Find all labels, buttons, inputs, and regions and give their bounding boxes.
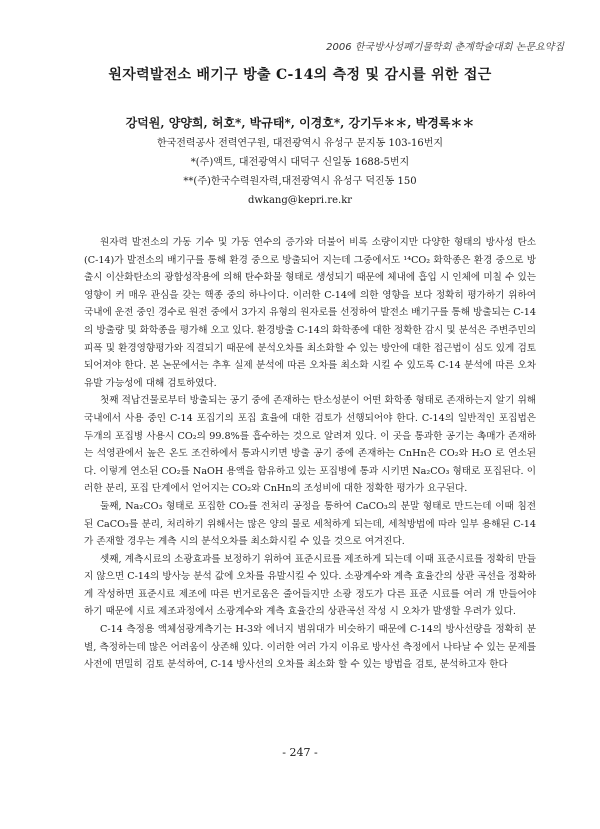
affiliation-line: *(주)액트, 대전광역시 대덕구 신일동 1688-5번지 (190, 157, 410, 168)
page-number: - 247 - (282, 746, 318, 759)
body-paragraph: C-14 측정용 액체섬광계측기는 H-3와 에너지 범위대가 비슷하기 때문에 C-14의 방사선량을 정확히 분별, 측정하는데 많은 어려움이 상존해 있다. 이러한 여러 가지 이유로 방사선 측정에서 나타날 수 있는 문제를 사전에 면밀히 검토 분석하여, C-14 방사선의 오차를 최소화 할 수 있는 방법을 검토, 분석하고자 한다 (84, 624, 536, 671)
body-paragraph: 첫째 적납건물로부터 방출되는 공기 중에 존재하는 탄소성분이 어떤 화학종 형태로 존재하는지 알기 위해 국내에서 사용 중인 C-14 포집기의 포집 효율에 대한 검토가 선행되어야 한다. C-14의 일반적인 포집법은 두개의 포집병 사용시 CO₂의 99.8%를 흡수하는 것으로 알려져 있다. 이 곳을 통과한 공기는 촉매가 존재하는 석영관에서 높은 온도 조건하에서 통과시키면 방출 공기 중에 존재하는 CnHn은 CO₂와 H₂O 로 연소된다. 이렇게 연소된 CO₂를 NaOH 용액을 함유하고 있는 포집병에 통과 시키면 Na₂CO₃ 형태로 포집된다. 이러한 분리, 포집 단계에서 얻어지는 CO₂와 CnHn의 조성비에 대한 정확한 평가가 요구된다. (84, 395, 536, 495)
paper-title: 원자력발전소 배기구 방출 C-14의 측정 및 감시를 위한 접근 (108, 67, 492, 83)
body-paragraph: 둘째, Na₂CO₃ 형태로 포집한 CO₂를 전처리 공정을 통하여 CaCO₃의 분말 형태로 만드는데 이때 침전된 CaCO₃를 분리, 처리하기 위해서는 많은 양의 물로 세척하게 되는데, 세척방법에 따라 일부 용해된 C-14가 존재할 경우는 계측 시의 분석오차를 최소화시킬 수 있을 것으로 여겨진다. (84, 500, 536, 548)
affiliation-line: 한국전력공사 전력연구원, 대전광역시 유성구 문지동 103-16번지 (156, 138, 444, 149)
contact-email: dwkang@kepri.re.kr (247, 195, 353, 206)
body-paragraph: 셋째, 계측시료의 소광효과를 보정하기 위하여 표준시료를 제조하게 되는데 이때 표준시료를 정확히 만들지 않으면 C-14의 방사능 분석 값에 오차를 유발시킬 수 있다. 소광계수와 계측 효율간의 상관 곡선을 정확하게 작성하면 표준시료 제조에 따른 번거로움은 줄어들지만 소광 정도가 다른 표준 시료를 여러 개 만들어야 하기 때문에 시료 제조과정에서 소광계수와 계측 효율간의 상관곡선 작성 시 오차가 발생할 우려가 있다. (84, 553, 536, 618)
abstract-body (84, 234, 536, 674)
running-header: 2006 한국방사성폐기물학회 춘계학술대회 논문요약집 (326, 42, 564, 53)
author-list: 강덕원, 양양희, 허호*, 박규태*, 이경호*, 강기두＊＊, 박경록＊＊ (125, 116, 475, 130)
affiliations (0, 134, 600, 210)
affiliation-line: **(주)한국수력원자력,대전광역시 유성구 덕진동 150 (183, 176, 417, 187)
body-paragraph: 원자력 발전소의 가동 기수 및 가동 연수의 증가와 더불어 비록 소량이지만 다양한 형태의 방사성 탄소(C-14)가 발전소의 배기구를 통해 환경 중으로 방출되어 지는데 그중에서도 ¹⁴CO₂ 화학종은 환경 중으로 방출시 이산화탄소의 광합성작용에 의해 탄수화물 형태로 생성되기 때문에 체내에 흡입 시 인체에 미칠 수 있는 영향이 커 매우 관심을 갖는 핵종 중의 하나이다. 이러한 C-14에 의한 영향을 보다 정확히 평가하기 위하여 국내에 운전 중인 경수로 원전 중에서 3가지 유형의 원자로를 선정하여 발전소 배기구를 통해 방출되는 C-14의 방출량 및 화학종을 평가해 오고 있다. 환경방출 C-14의 화학종에 대한 정확한 감시 및 분석은 주변주민의 피폭 및 환경영향평가와 직결되기 때문에 분석오차를 최소화할 수 있는 방안에 대한 접근법이 심도 있게 검토되어져야 한다. 본 논문에서는 추후 실제 분석에 따른 오차를 최소화 시킬 수 있도록 C-14 분석에 따른 오차 유발 가능성에 대해 검토하였다. (84, 237, 536, 389)
